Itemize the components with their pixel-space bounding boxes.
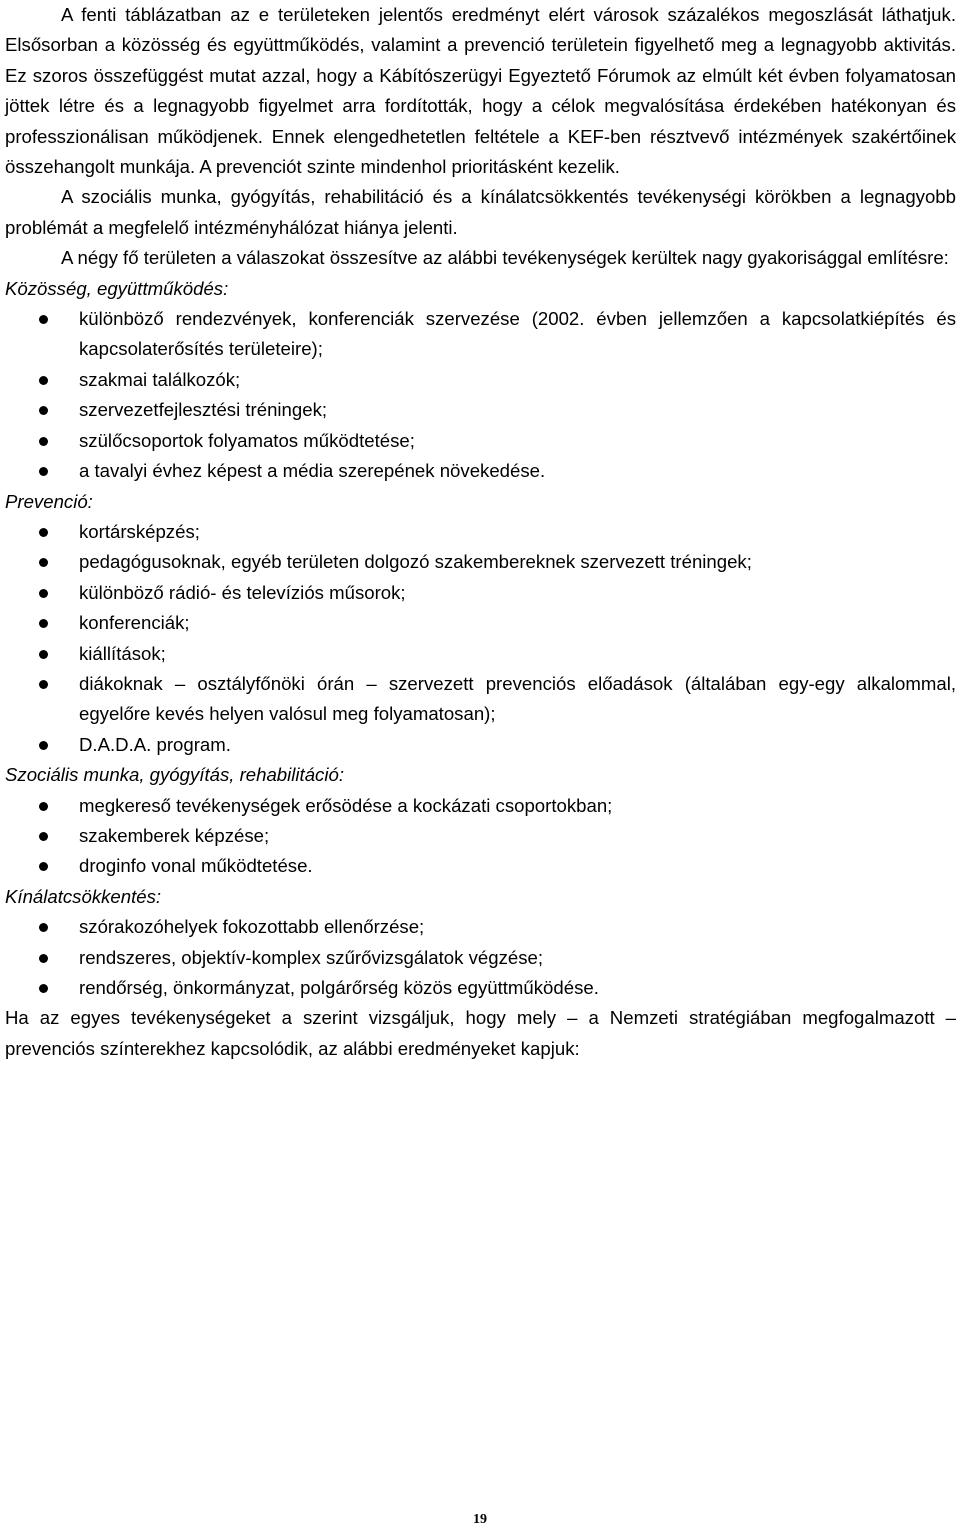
paragraph-closing: Ha az egyes tevékenységeket a szerint vizsgáljuk, hogy mely – a Nemzeti stratégiában megfogalmazott – prevenciós színterekhez kapcsolódik, az alábbi eredményeket kapjuk:	[5, 1007, 956, 1059]
bullet-icon	[39, 406, 48, 415]
list-item: rendőrség, önkormányzat, polgárőrség közös együttműködése.	[5, 973, 956, 1003]
bullet-icon	[39, 376, 48, 385]
bullet-list	[5, 791, 956, 882]
list-item: diákoknak – osztályfőnöki órán – szervezett prevenciós előadások (általában egy-egy alkalommal, egyelőre kevés helyen valósul meg folyamatosan);	[5, 669, 956, 730]
section-heading: Prevenció:	[5, 490, 93, 512]
bullet-icon	[39, 315, 48, 324]
list-item: szórakozóhelyek fokozottabb ellenőrzése;	[5, 912, 956, 942]
section-heading: Kínálatcsökkentés:	[5, 885, 162, 907]
list-item: különböző rádió- és televíziós műsorok;	[5, 578, 956, 608]
bullet-icon	[39, 437, 48, 446]
section-szocialis-munka	[5, 760, 956, 882]
paragraph-intro: A fenti táblázatban az e területeken jelentős eredményt elért városok százalékos megoszlását láthatjuk. Elsősorban a közösség és együttműködés, valamint a prevenció területein figyelhető meg a legnagyobb aktivitás. Ez szoros összefüggést mutat azzal, hogy a Kábítószerügyi Egyeztető Fórumok az elmúlt két évben folyamatosan jöttek létre és a legnagyobb figyelmet arra fordították, hogy a célok megvalósítása érdekében hatékonyan és professzionálisan működjenek. Ennek elengedhetetlen feltétele a KEF-ben résztvevő intézmények szakértőinek összehangolt munkája. A prevenciót szinte mindenhol prioritásként kezelik.	[5, 4, 956, 178]
bullet-icon	[39, 467, 48, 476]
bullet-icon	[39, 923, 48, 932]
section-kinalatcsokkentes	[5, 882, 956, 1004]
list-item: D.A.D.A. program.	[5, 730, 956, 760]
bullet-list	[5, 517, 956, 760]
list-item: kiállítások;	[5, 639, 956, 669]
bullet-icon	[39, 984, 48, 993]
page-number: 19	[473, 1512, 487, 1527]
list-item: szakmai találkozók;	[5, 365, 956, 395]
list-item: droginfo vonal működtetése.	[5, 851, 956, 881]
bullet-icon	[39, 802, 48, 811]
list-item: megkereső tevékenységek erősödése a kockázati csoportokban;	[5, 791, 956, 821]
list-item: szakemberek képzése;	[5, 821, 956, 851]
list-item: konferenciák;	[5, 608, 956, 638]
list-item: pedagógusoknak, egyéb területen dolgozó szakembereknek szervezett tréningek;	[5, 547, 956, 577]
bullet-list	[5, 304, 956, 486]
bullet-icon	[39, 862, 48, 871]
list-item: különböző rendezvények, konferenciák szervezése (2002. évben jellemzően a kapcsolatkiépítés és kapcsolaterősítés területeire);	[5, 304, 956, 365]
bullet-icon	[39, 741, 48, 750]
section-kozosseg	[5, 274, 956, 487]
bullet-icon	[39, 650, 48, 659]
bullet-icon	[39, 558, 48, 567]
paragraph-problems: A szociális munka, gyógyítás, rehabilitáció és a kínálatcsökkentés tevékenységi körökben a legnagyobb problémát a megfelelő intézményhálózat hiánya jelenti.	[5, 186, 956, 238]
bullet-icon	[39, 680, 48, 689]
list-item: szülőcsoportok folyamatos működtetése;	[5, 426, 956, 456]
bullet-icon	[39, 832, 48, 841]
bullet-icon	[39, 619, 48, 628]
list-item: rendszeres, objektív-komplex szűrővizsgálatok végzése;	[5, 943, 956, 973]
document-page	[5, 0, 956, 1064]
section-heading: Közösség, együttműködés:	[5, 277, 229, 299]
bullet-list	[5, 912, 956, 1003]
bullet-icon	[39, 954, 48, 963]
section-prevencio	[5, 487, 956, 761]
list-item: szervezetfejlesztési tréningek;	[5, 395, 956, 425]
list-item: a tavalyi évhez képest a média szerepének növekedése.	[5, 456, 956, 486]
bullet-icon	[39, 589, 48, 598]
paragraph-summary: A négy fő területen a válaszokat összesítve az alábbi tevékenységek kerültek nagy gyakorisággal említésre:	[61, 247, 949, 269]
section-heading: Szociális munka, gyógyítás, rehabilitáció:	[5, 764, 344, 786]
list-item: kortársképzés;	[5, 517, 956, 547]
bullet-icon	[39, 528, 48, 537]
